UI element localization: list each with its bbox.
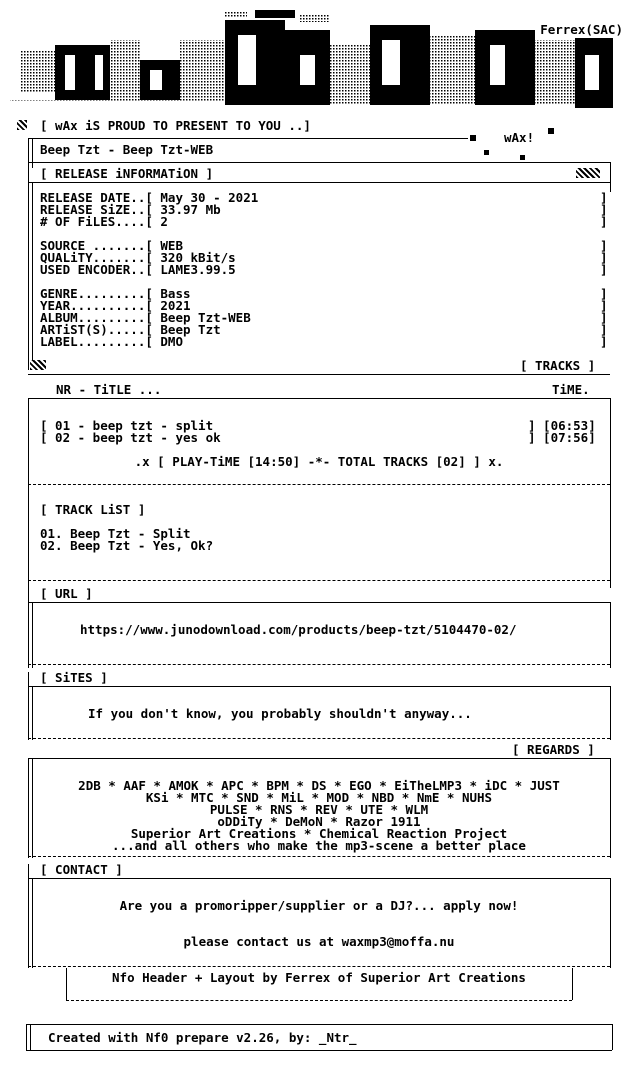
info-box-right [610, 162, 611, 192]
info-line: GENRE.........[ Bass [40, 286, 191, 301]
info-box-bottom [28, 374, 610, 375]
tracks-divider [28, 484, 610, 485]
logo-art [0, 0, 632, 118]
info-box-top [28, 182, 610, 183]
info-box-left2 [32, 182, 33, 370]
created-box-left2 [30, 1024, 31, 1050]
track-row-1-time: ] [06:53] [528, 418, 596, 433]
info-line: RELEASE DATE..[ May 30 - 2021 [40, 190, 259, 205]
sites-box-left [28, 672, 29, 740]
regards-line-1: 2DB * AAF * AMOK * APC * BPM * DS * EGO * EiTheLMP3 * iDC * JUST [78, 778, 560, 793]
title-box-left2 [32, 138, 33, 168]
contact-box-right [610, 878, 611, 968]
tag-dot [520, 155, 525, 160]
track-row-2-time: ] [07:56] [528, 430, 596, 445]
tracks-col-time: TiME. [552, 382, 590, 397]
regards-box-bottom [28, 856, 610, 857]
info-line: ARTiST(S).....[ Beep Tzt [40, 322, 221, 337]
tag-dot [548, 128, 554, 134]
info-line-close-bracket: ] [600, 310, 608, 325]
regards-box-right [610, 758, 611, 858]
info-line: LABEL.........[ DMO [40, 334, 183, 349]
info-line-close-bracket: ] [600, 238, 608, 253]
release-title: Beep Tzt - Beep Tzt-WEB [40, 142, 214, 157]
info-line-close-bracket: ] [600, 214, 608, 229]
created-box-top [26, 1024, 612, 1025]
url-box-bottom [28, 664, 610, 665]
tracks-shade [30, 360, 46, 370]
tracklist-bottom [28, 580, 610, 581]
created-box-right [612, 1024, 613, 1050]
header-tag: wAx! [504, 130, 535, 145]
tracklist-heading: [ TRACK LiST ] [40, 502, 146, 517]
tracks-box-top [28, 398, 610, 399]
info-line-close-bracket: ] [600, 298, 608, 313]
tracks-box-right [610, 398, 611, 588]
created-box-bottom [26, 1050, 612, 1051]
contact-line-1: Are you a promoripper/supplier or a DJ?... apply now! [119, 898, 519, 913]
info-line-close-bracket: ] [600, 322, 608, 337]
sites-box-top [28, 686, 610, 687]
footer-box-bottom [66, 1000, 572, 1001]
url-box-left2 [32, 602, 33, 668]
url-heading: [ URL ] [40, 586, 93, 601]
regards-box-top [28, 758, 610, 759]
info-line: USED ENCODER..[ LAME3.99.5 [40, 262, 236, 277]
regards-line-2: KSi * MTC * SND * MiL * MOD * NBD * NmE * NUHS [145, 790, 493, 805]
regards-line-3: PULSE * RNS * REV * UTE * WLM [209, 802, 429, 817]
info-box-left [28, 162, 29, 370]
created-box-left [26, 1024, 27, 1050]
intro-shade [17, 120, 27, 130]
info-line-close-bracket: ] [600, 286, 608, 301]
footer-box-right [572, 968, 573, 1000]
tracklist-item-2: 02. Beep Tzt - Yes, Ok? [40, 538, 214, 553]
intro-line: [ wAx iS PROUD TO PRESENT TO YOU ..] [40, 118, 311, 133]
contact-box-left2 [32, 878, 33, 968]
info-line: # OF FiLES....[ 2 [40, 214, 168, 229]
contact-box-left [28, 864, 29, 968]
logo-block-art [0, 0, 632, 118]
info-line: QUALiTY.......[ 320 kBit/s [40, 250, 236, 265]
sites-box-bottom [28, 738, 610, 739]
url-box-left [28, 588, 29, 668]
tag-dot [484, 150, 489, 155]
regards-line-6: ...and all others who make the mp3-scene a better place [112, 838, 526, 853]
regards-line-5: Superior Art Creations * Chemical Reaction Project [130, 826, 508, 841]
header-credit: Ferrex(SAC) [540, 22, 623, 37]
info-line-close-bracket: ] [600, 190, 608, 205]
tag-dot [470, 135, 476, 141]
info-line-close-bracket: ] [600, 250, 608, 265]
sites-text: If you don't know, you probably shouldn't anyway... [88, 706, 472, 721]
contact-box-bottom [28, 966, 610, 967]
title-box-top [28, 138, 468, 139]
info-line: ALBUM.........[ Beep Tzt-WEB [40, 310, 251, 325]
info-heading: [ RELEASE iNFORMATiON ] [40, 166, 214, 181]
tracks-box-left [28, 398, 29, 588]
info-line: RELEASE SiZE..[ 33.97 Mb [40, 202, 221, 217]
sites-box-right [610, 686, 611, 740]
info-line-close-bracket: ] [600, 334, 608, 349]
contact-heading: [ CONTACT ] [40, 862, 123, 877]
tracks-heading: [ TRACKS ] [520, 358, 596, 373]
contact-box-top [28, 878, 610, 879]
footer-credit: Nfo Header + Layout by Ferrex of Superior Art Creations [112, 970, 526, 985]
sites-box-left2 [32, 686, 33, 740]
track-row-2-title: [ 02 - beep tzt - yes ok [40, 430, 221, 445]
playtime-line: .x [ PLAY-TiME [14:50] -*- TOTAL TRACKS [02] ] x. [134, 454, 504, 469]
info-line: YEAR..........[ 2021 [40, 298, 191, 313]
regards-heading: [ REGARDS ] [512, 742, 595, 757]
created-with: Created with Nf0 prepare v2.26, by: _Ntr_ [48, 1030, 357, 1045]
tracklist-item-1: 01. Beep Tzt - Split [40, 526, 191, 541]
contact-email-line: please contact us at waxmp3@moffa.nu [183, 934, 455, 949]
url-box-top [28, 602, 610, 603]
regards-line-4: oDDiTy * DeMoN * Razor 1911 [217, 814, 421, 829]
info-line-close-bracket: ] [600, 262, 608, 277]
info-line: SOURCE .......[ WEB [40, 238, 183, 253]
title-box-bottom [28, 162, 610, 163]
info-line-close-bracket: ] [600, 202, 608, 217]
tracks-col-title: NR - TiTLE ... [56, 382, 162, 397]
url-box-right [610, 602, 611, 668]
sites-heading: [ SiTES ] [40, 670, 108, 685]
release-url-link[interactable]: https://www.junodownload.com/products/beep-tzt/5104470-02/ [80, 622, 517, 637]
info-shade [576, 168, 600, 178]
track-row-1-title: [ 01 - beep tzt - split [40, 418, 214, 433]
